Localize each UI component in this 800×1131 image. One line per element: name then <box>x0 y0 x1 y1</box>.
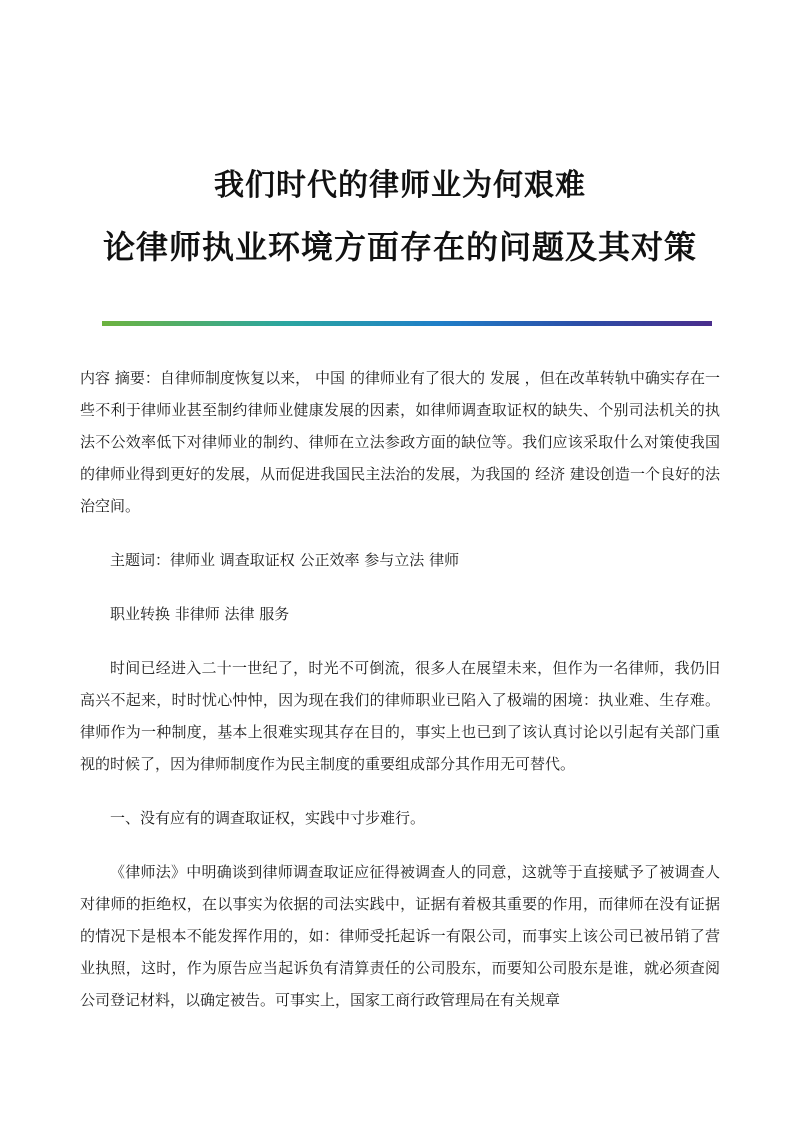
gradient-divider <box>102 321 712 326</box>
abstract-paragraph: 内容 摘要：自律师制度恢复以来， 中国 的律师业有了很大的 发展 ，但在改革转轨中确实存在一些不利于律师业甚至制约律师业健康发展的因素，如律师调查取证权的缺失、个别司法机关的执法不公效率低下对律师业的制约、律师在立法参政方面的缺位等。我们应该采取什么对策使我国的律师业得到更好的发展，从而促进我国民主法治的发展，为我国的 经济 建设创造一个良好的法治空间。 <box>80 369 720 515</box>
document-subtitle: 论律师执业环境方面存在的问题及其对策 <box>102 228 697 266</box>
document-title: 我们时代的律师业为何艰难 <box>214 168 586 203</box>
body-paragraph: 《律师法》中明确谈到律师调查取证应征得被调查人的同意，这就等于直接赋予了被调查人对律师的拒绝权，在以事实为依据的司法实践中，证据有着极其重要的作用，而律师在没有证据的情况下是根本不能发挥作用的，如：律师受托起诉一有限公司，而事实上该公司已被吊销了营业执照，这时，作为原告应当起诉负有清算责任的公司股东，而要知公司股东是谁，就必须查阅公司登记材料，以确定被告。可事实上，国家工商行政管理局在有关规章 <box>80 863 720 1009</box>
keywords-line: 主题词：律师业 调查取证权 公正效率 参与立法 律师 <box>110 551 460 569</box>
document-body <box>80 362 720 1016</box>
body-paragraph: 时间已经进入二十一世纪了，时光不可倒流，很多人在展望未来，但作为一名律师，我仍旧高兴不起来，时时忧心忡忡，因为现在我们的律师职业已陷入了极端的困境：执业难、生存难。律师作为一种制度，基本上很难实现其存在目的，事实上也已到了该认真讨论以引起有关部门重视的时候了，因为律师制度作为民主制度的重要组成部分其作用无可替代。 <box>80 659 720 773</box>
keywords-line-continued: 职业转换 非律师 法律 服务 <box>110 605 290 623</box>
section-heading: 一、没有应有的调查取证权，实践中寸步难行。 <box>110 809 426 827</box>
